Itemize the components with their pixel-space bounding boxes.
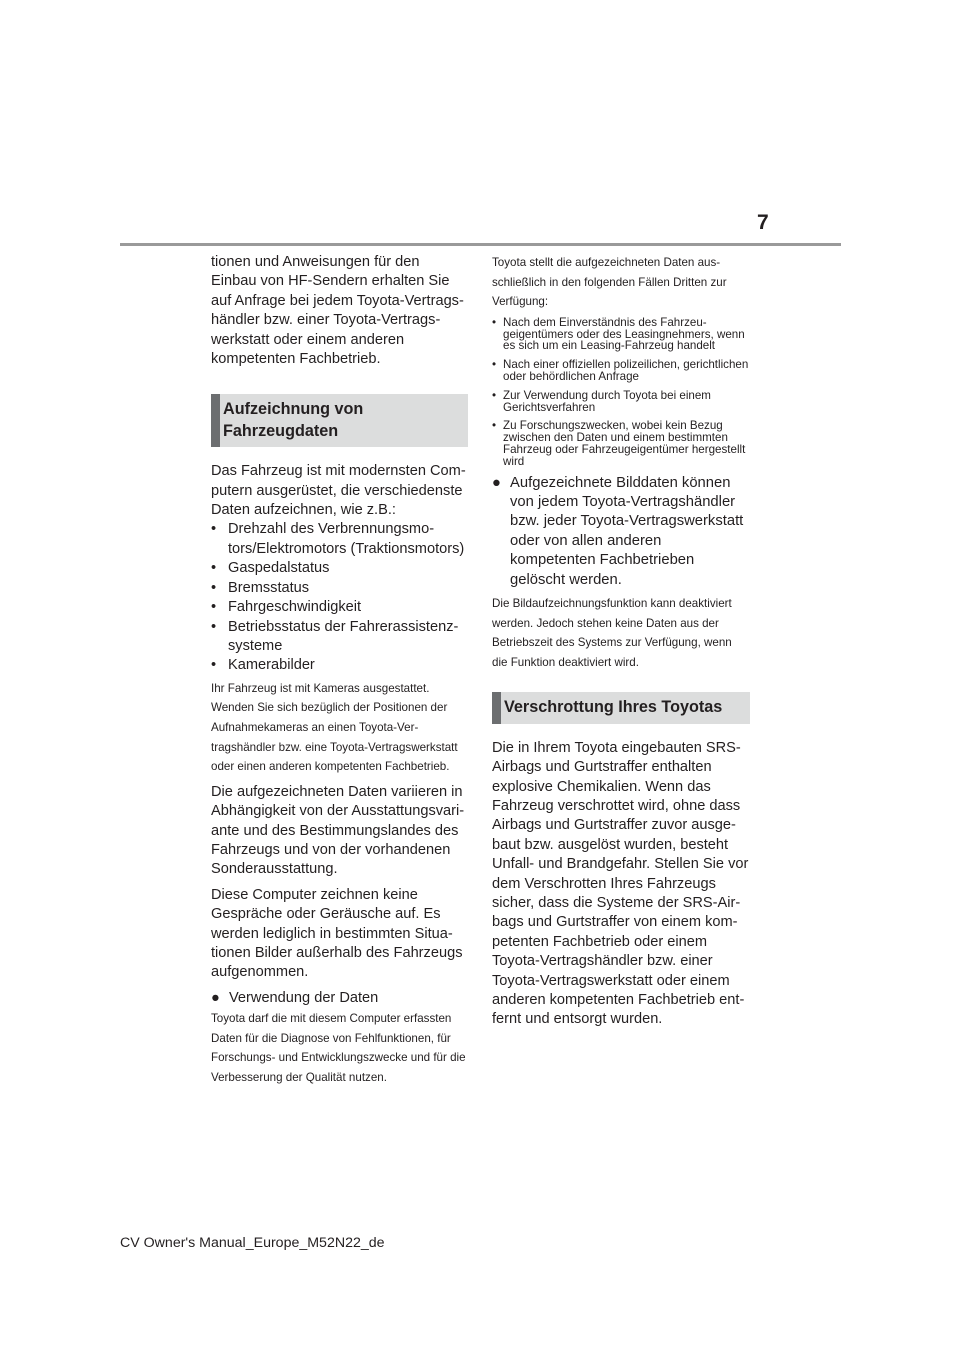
header-rule [120, 243, 841, 246]
third-party-intro: Toyota stellt die aufgezeichneten Daten ausschließlich in den folgenden Fällen Dritten zur Verfügung: [492, 256, 727, 309]
note-text: Aufgezeichnete Bilddaten können von jedem Toyota-Vertragshändler bzw. jeder Toyota-Vertragswerkstatt oder von allen anderen kompetenten Fachbetrieben gelöscht werden. [510, 474, 744, 588]
vehicle-data-paragraph: Das Fahrzeug ist mit modernsten Computern ausgerüstet, die verschiedenste Daten aufzeichnen, wie z.B.: [211, 463, 466, 519]
section-heading-vehicle-data: Aufzeichnung von Fahrzeugdaten [211, 394, 468, 447]
image-data-note [492, 474, 750, 590]
list-item: • Fahrgeschwindigkeit [211, 598, 468, 617]
list-item: • Drehzahl des Verbrennungsmotors/Elektromotors (Traktionsmotors) [211, 520, 468, 559]
bullet-icon: ● [492, 474, 501, 491]
section-heading-scrapping: Verschrottung Ihres Toyotas [492, 692, 750, 723]
deactivation-text: Die Bildaufzeichnungsfunktion kann deaktiviert werden. Jedoch stehen keine Daten aus der Betriebszeit des Systems zur Verfügung, wenn die Funktion deaktiviert wird. [492, 596, 732, 669]
list-item: • Betriebsstatus der Fahrerassistenzsysteme [211, 618, 468, 657]
right-column [492, 254, 750, 1030]
footer-text: CV Owner's Manual_Europe_M52N22_de [120, 1235, 385, 1251]
scrapping-paragraph: Die in Ihrem Toyota eingebauten SRS-Airbags und Gurtstraffer enthalten explosive Chemikalien. Wenn das Fahrzeug verschrottet wird, ohne dass Airbags und Gurtstraffer zuvor ausgebaut bzw. ausgelöst wurden, besteht Unfall- und Brandgefahr. Stellen Sie vor dem Verschrotten Ihres Fahrzeugs sicher, dass die Systeme der SRS-Airbags und Gurtstraffer von einem kompetenten Fachbetrieb oder einem Toyota-Vertragshändler bzw. einer Toyota-Vertragswerkstatt oder einem anderen kompetenten Fachbetrieb entfernt und entsorgt wurden. [492, 739, 749, 1028]
list-item: • Zur Verwendung durch Toyota bei einem Gerichtsverfahren [492, 390, 750, 414]
data-usage-note [211, 989, 468, 1008]
recorded-data-list [211, 520, 468, 675]
list-item: • Bremsstatus [211, 579, 468, 598]
bullet-icon: ● [211, 989, 220, 1006]
data-variance-paragraph: Die aufgezeichneten Daten variieren in Abhängigkeit von der Ausstattungsvariante und des Bestimmungslandes des Fahrzeugs und von der vorhandenen Sonderausstattung. [211, 783, 465, 878]
list-item: • Kamerabilder [211, 656, 468, 675]
third-party-list [492, 317, 750, 468]
data-usage-text: Toyota darf die mit diesem Computer erfassten Daten für die Diagnose von Fehlfunktionen, für Forschungs- und Entwicklungszwecke und für die Verbesserung der Qualität nutzen. [211, 1012, 466, 1084]
left-column [211, 254, 468, 1088]
list-item: • Zu Forschungszwecken, wobei kein Bezug zwischen den Daten und einem bestimmten Fahrzeug oder Fahrzeugeigentümer hergestellt wird [492, 420, 750, 467]
camera-info-text: Ihr Fahrzeug ist mit Kameras ausgestattet. Wenden Sie sich bezüglich der Positionen der Aufnahmekameras an einen Toyota-Vertragshändler bzw. eine Toyota-Vertragswerkstatt oder einen anderen kompetenten Fachbetrieb. [211, 681, 458, 774]
list-item: • Nach einer offiziellen polizeilichen, gerichtlichen oder behördlichen Anfrage [492, 359, 750, 383]
no-audio-paragraph: Diese Computer zeichnen keine Gespräche oder Geräusche auf. Es werden lediglich in bestimmten Situationen Bilder außerhalb des Fahrzeugs aufgenommen. [211, 886, 463, 981]
list-item: • Nach dem Einverständnis des Fahrzeugeigentümers oder des Leasingnehmers, wenn es sich um ein Leasing-Fahrzeug handelt [492, 317, 750, 352]
list-item: • Gaspedalstatus [211, 559, 468, 578]
intro-paragraph: tionen und Anweisungen für den Einbau von HF-Sendern erhalten Sie auf Anfrage bei jedem Toyota-Vertragshändler bzw. einer Toyota-Vertragswerkstatt oder einem anderen kompetenten Fachbetrieb. [211, 254, 464, 368]
page-number: 7 [757, 211, 769, 234]
note-title: Verwendung der Daten [229, 989, 379, 1006]
